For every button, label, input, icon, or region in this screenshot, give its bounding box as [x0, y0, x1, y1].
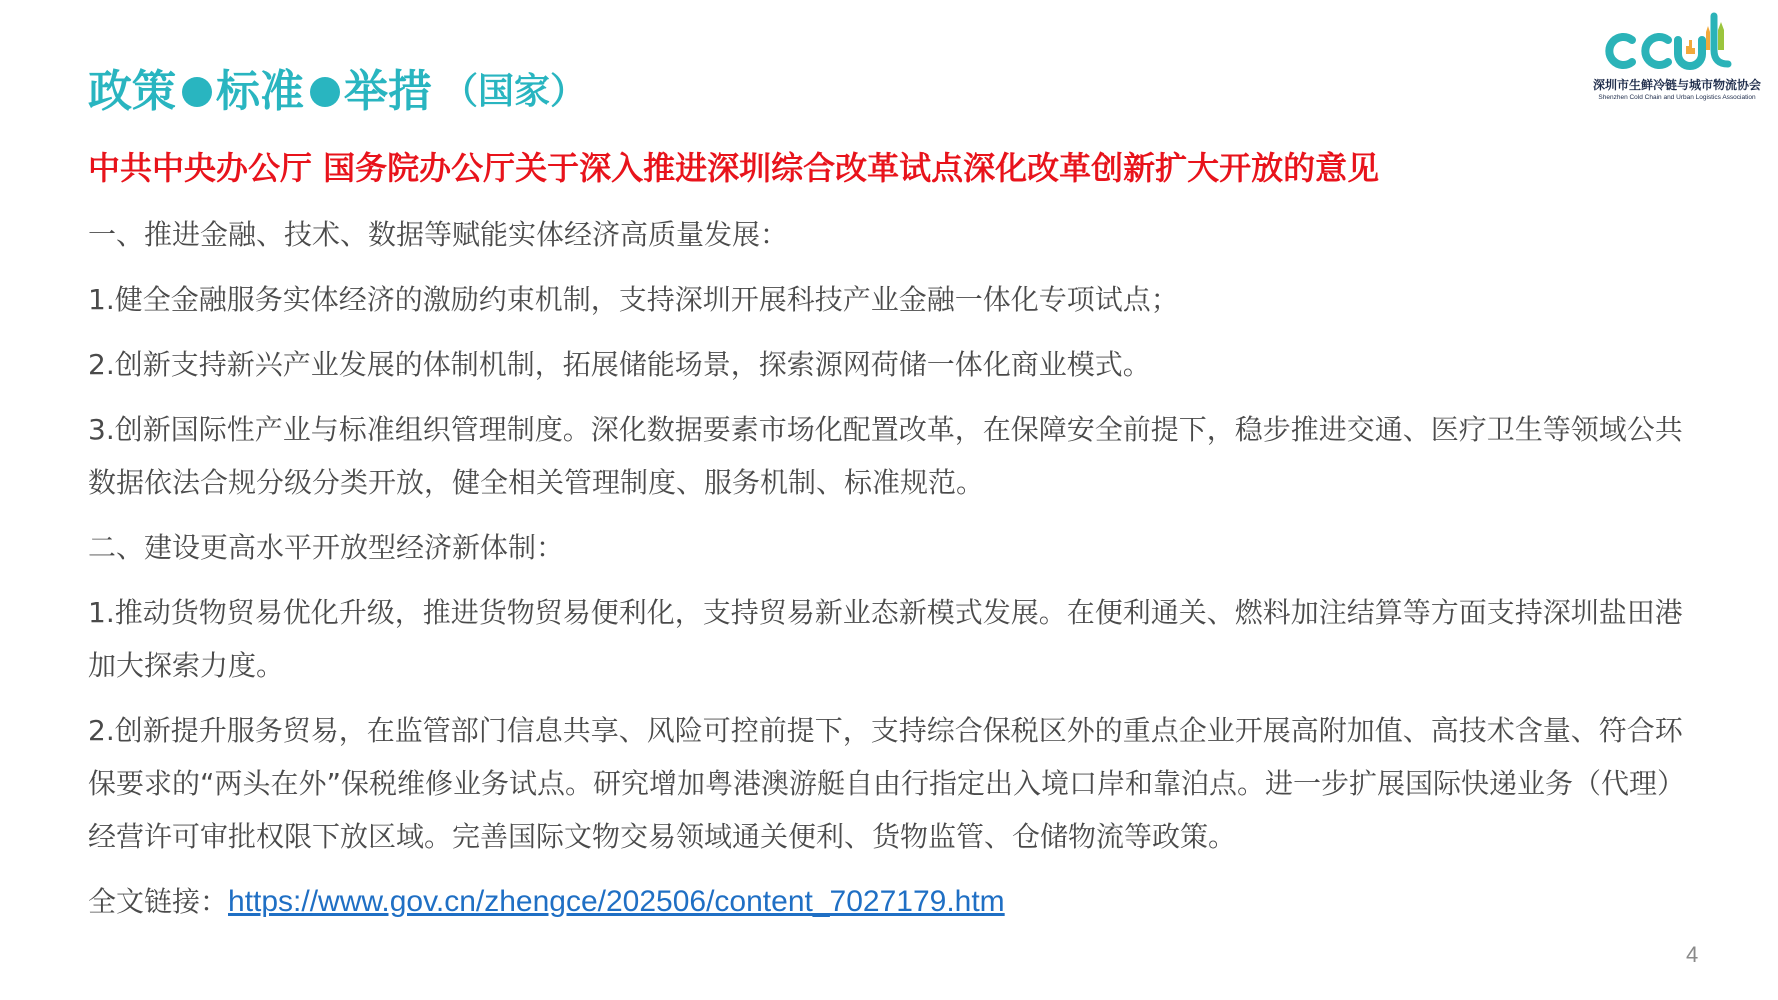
bullet-dot [310, 77, 340, 107]
association-logo [1582, 10, 1772, 106]
logo-chinese-name: 深圳市生鲜冷链与城市物流协会 [1592, 78, 1761, 92]
title-policy: 政策 [88, 66, 176, 117]
link-label: 全文链接： [88, 885, 229, 918]
document-body [88, 208, 1708, 875]
page-number: 4 [1686, 942, 1699, 967]
logo-english-name: Shenzhen Cold Chain and Urban Logistics Association [1598, 94, 1756, 101]
page-title [88, 62, 586, 122]
paragraph-item: 2.创新提升服务贸易，在监管部门信息共享、风险可控前提下，支持综合保税区外的重点企业开展高附加值、高技术含量、符合环保要求的“两头在外”保税维修业务试点。研究增加粤港澳游艇自由行指定出入境口岸和靠泊点。进一步扩展国际快递业务（代理）经营许可审批权限下放区域。完善国际文物交易领域通关便利、货物监管、仓储物流等政策。 [88, 714, 1686, 853]
ccul-logo-icon [1602, 10, 1752, 76]
paragraph-item: 2.创新支持新兴产业发展的体制机制，拓展储能场景，探索源网荷储一体化商业模式。 [88, 348, 1151, 381]
paragraph-item: 3.创新国际性产业与标准组织管理制度。深化数据要素市场化配置改革，在保障安全前提下，稳步推进交通、医疗卫生等领域公共数据依法合规分级分类开放，健全相关管理制度、服务机制、标准规范。 [88, 413, 1683, 499]
title-suffix: （国家） [442, 71, 587, 112]
section-heading-1: 一、推进金融、技术、数据等赋能实体经济高质量发展： [88, 218, 789, 251]
document-title: 中共中央办公厅 国务院办公厅关于深入推进深圳综合改革试点深化改革创新扩大开放的意见 [88, 149, 1380, 187]
full-text-link[interactable]: https://www.gov.cn/zhengce/202506/content_7027179.htm [228, 885, 1005, 918]
full-text-link-line [88, 878, 1005, 926]
title-measures: 举措 [344, 66, 432, 117]
title-standard: 标准 [216, 66, 304, 117]
bullet-dot [182, 77, 212, 107]
paragraph-item: 1.推动货物贸易优化升级，推进货物贸易便利化，支持贸易新业态新模式发展。在便利通关、燃料加注结算等方面支持深圳盐田港加大探索力度。 [88, 596, 1683, 682]
paragraph-item: 1.健全金融服务实体经济的激励约束机制，支持深圳开展科技产业金融一体化专项试点； [88, 283, 1179, 316]
section-heading-2: 二、建设更高水平开放型经济新体制： [88, 531, 565, 564]
